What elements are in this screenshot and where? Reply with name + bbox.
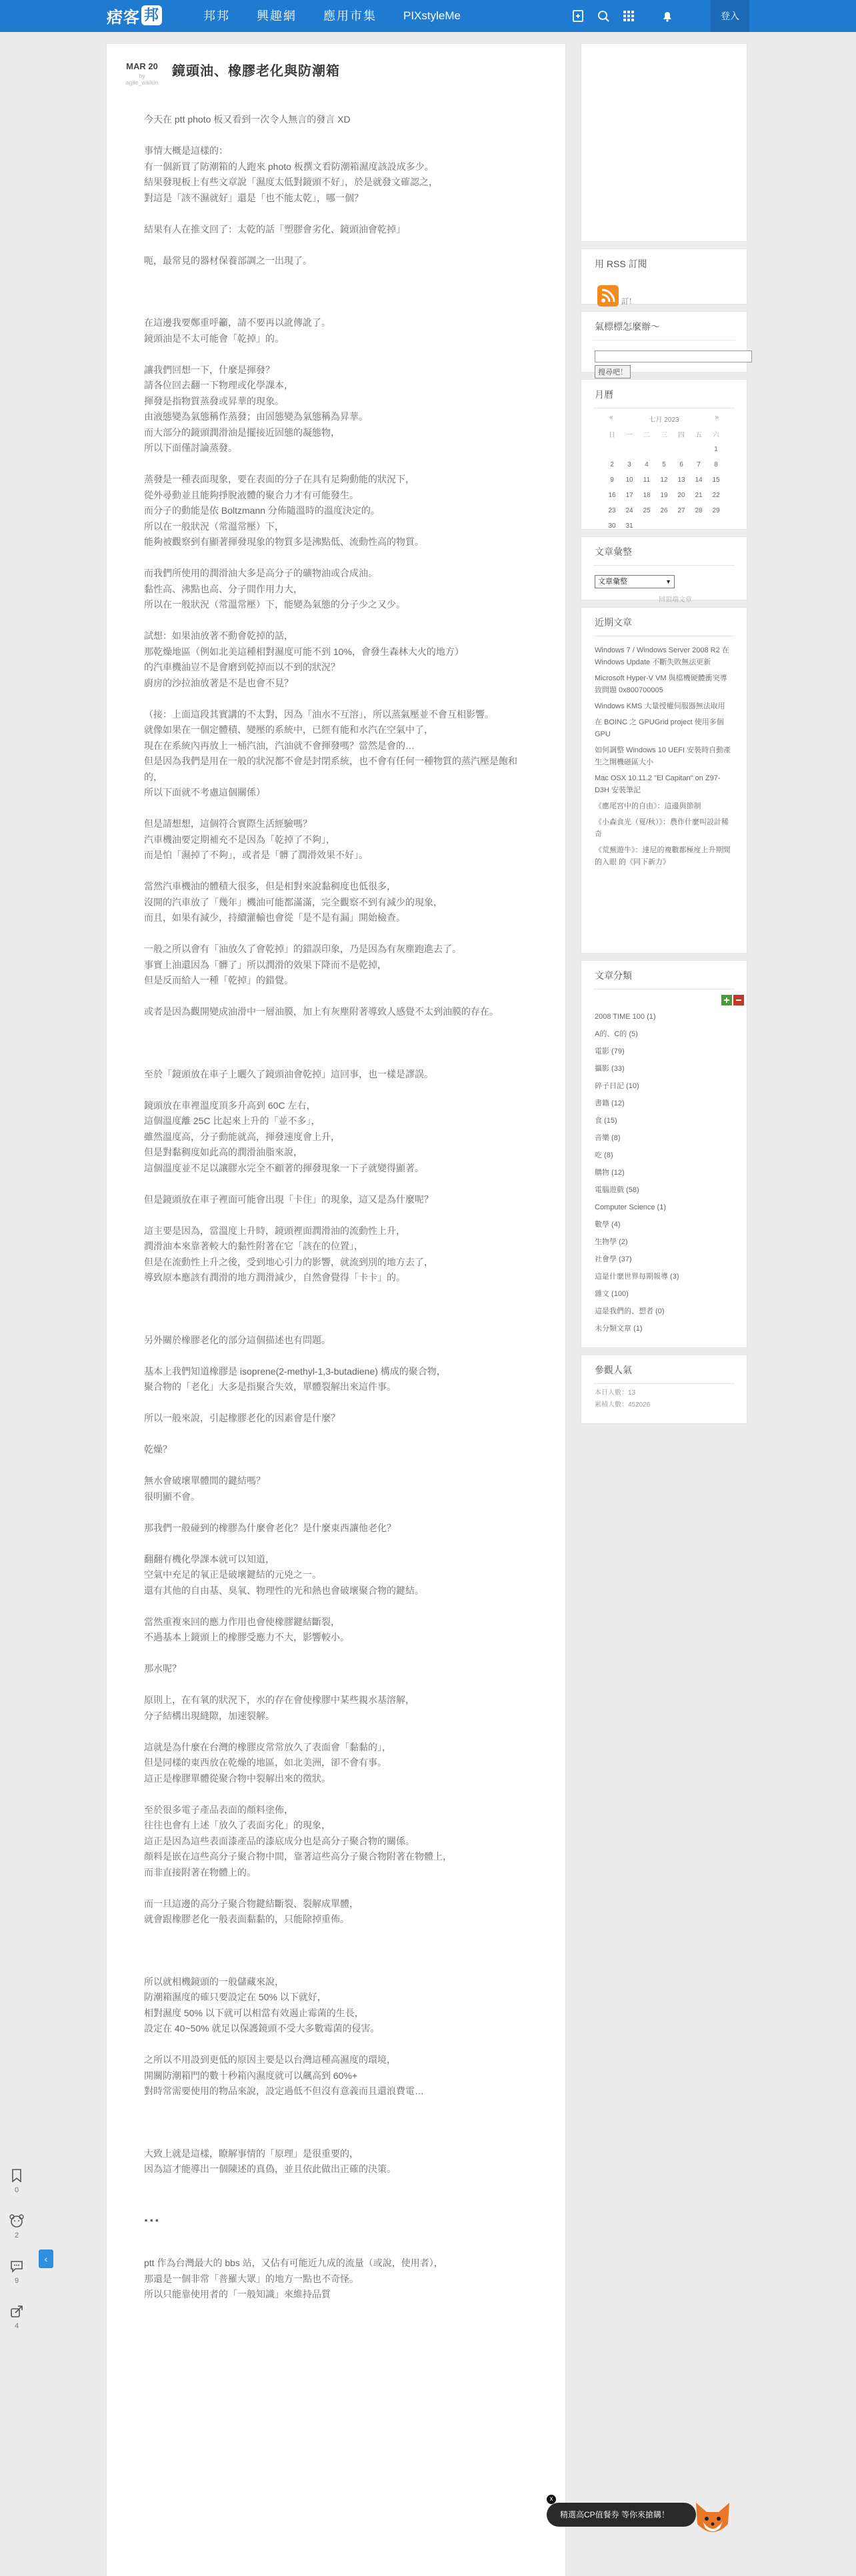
promo-banner[interactable] — [547, 2495, 744, 2541]
categories-title: 文章分類 — [595, 970, 632, 981]
paragraph: 呃，最常見的器材保養部調之一出現了。 — [144, 255, 312, 266]
rss-card — [581, 249, 747, 304]
rss-label[interactable]: 訂！ — [621, 298, 636, 306]
spacer — [144, 1677, 525, 1693]
floating-tools — [0, 2159, 33, 2340]
comment-icon — [10, 2259, 23, 2273]
category-item[interactable]: 食 (15) — [595, 1117, 617, 1125]
archive-title: 文章彙整 — [595, 546, 632, 557]
spacer — [144, 456, 525, 472]
paragraph: 無水會破壞單體間的鍵結嗎？ 很明顯不會。 — [144, 1475, 265, 1502]
share-count: 4 — [14, 2322, 19, 2330]
calendar-day[interactable]: 8 — [714, 461, 718, 468]
calendar-day[interactable]: 2 — [610, 461, 614, 468]
calendar-day[interactable]: 9 — [610, 476, 614, 484]
calendar-day — [655, 518, 673, 534]
nav-item-interest[interactable]: 興趣網 — [257, 9, 297, 23]
share-icon — [10, 2305, 23, 2318]
paragraph: 翻翻有機化學課本就可以知道， 空氣中充足的氧正是破壞鍵結的元兇之一。 還有其他的自由基、臭氧、物理性的光和熱也會破壞聚合物的鍵結。 — [144, 1553, 424, 1596]
calendar-weekday: 三 — [661, 432, 667, 439]
paragraph: 讓我們回想一下，什麼是揮發？ 請各位回去翻一下物理或化學課本， 揮發是指物質蒸發或昇華的現象。 由液態變為氣態稱作蒸發；由固態變為氣態稱為昇華。 而大部分的鏡頭潤滑油是擺接近固態的凝態物， 所以下面僅討論蒸發。 — [144, 364, 368, 453]
paragraph: 那水呢？ — [144, 1663, 181, 1674]
chevron-down-icon: ▼ — [665, 578, 671, 585]
calendar-card — [581, 380, 747, 529]
visitors-title: 參觀人氣 — [595, 1365, 632, 1375]
reaction-tool[interactable] — [0, 2204, 33, 2250]
calendar-day[interactable]: 13 — [677, 476, 685, 484]
spacer — [144, 989, 525, 1005]
calendar-day[interactable]: 17 — [625, 492, 633, 499]
paragraph: 但是鏡頭放在車子裡面可能會出現「卡住」的現象，這又是為什麼呢？ — [144, 1193, 433, 1205]
sidebar-blank-card — [581, 44, 747, 241]
calendar-day[interactable]: 10 — [625, 476, 633, 484]
top-bar — [0, 0, 856, 32]
spacer — [144, 269, 525, 315]
spacer — [144, 801, 525, 817]
visitors-total: 累積人數：452026 — [595, 1401, 651, 1409]
paragraph: 當然重複來回的應力作用也會使橡膠鍵結斷裂， 不過基本上鏡頭上的橡膠受應力不大，影響較小。 — [144, 1616, 349, 1642]
spacer — [144, 1536, 525, 1552]
recent-post-link[interactable]: 《小森食光（夏/秋）》：農作什麼叫設計稀奇 — [595, 818, 729, 838]
top-nav — [203, 0, 487, 32]
logo-text: 痞客 — [107, 8, 140, 27]
spacer — [144, 237, 525, 253]
calendar-day[interactable]: 24 — [625, 507, 633, 514]
nav-item-bangbang[interactable]: 邦邦 — [203, 9, 230, 23]
spacer — [144, 1082, 525, 1098]
collapse-icon[interactable] — [733, 995, 744, 1005]
recent-post-link[interactable]: Windows KMS 大量授權伺服器無法取用 — [595, 702, 725, 710]
calendar-day — [655, 442, 673, 457]
category-item[interactable]: 書籍 (12) — [595, 1099, 625, 1107]
calendar-day — [673, 518, 690, 534]
paragraph: 而一旦這邊的高分子聚合物鍵結斷裂、裂解成單體， 就會跟橡膠老化一般表面黏黏的，只能除掉重佈。 — [144, 1898, 359, 1924]
paragraph: 事情大概是這樣的： 有一個新買了防潮箱的人跑來 photo 板撰文看防潮箱濕度該設成多少。 結果發現板上有些文章說「濕度太低對鏡頭不好」，於是就發文確認之， 對這是「該不濕就好」還是「也不能太乾」，哪一個？ — [144, 145, 438, 203]
category-item[interactable]: 數學 (4) — [595, 1221, 621, 1229]
spacer — [144, 613, 525, 629]
category-item[interactable]: Computer Science (1) — [595, 1203, 666, 1211]
paragraph: 試想：如果油放著不動會乾掉的話， 那乾燥地區（例如北美這種相對濕度可能不到 10%，會發生森林大火的地方） 的汽車機油豈不是會磨到乾掉而以不到的狀況？ 廚房的沙拉油放著是不是也會不見？ — [144, 630, 464, 688]
recent-post-link[interactable]: 《荒蕪遊牛》：達尼的複數都極度上升期間的入眼 的《同下新力》 — [595, 846, 731, 866]
category-item[interactable]: 2008 TIME 100 (1) — [595, 1013, 656, 1021]
spacer — [144, 1348, 525, 1364]
login-button[interactable]: 登入 — [711, 0, 749, 32]
paragraph: 這就是為什麼在台灣的橡膠皮常常放久了表面會「黏黏的」， 但是同樣的東西放在乾燥的地區，如北美洲，卻不會有事。 這正是橡膠單體從聚合物中裂解出來的徵狀。 — [144, 1741, 391, 1784]
search-icon[interactable] — [591, 0, 616, 32]
calendar-weekday: 四 — [678, 432, 685, 439]
post-date-month-day: MAR 20 — [126, 61, 158, 71]
spacer — [144, 864, 525, 880]
apps-icon[interactable] — [616, 0, 641, 32]
category-item[interactable]: 吃 (8) — [595, 1151, 613, 1159]
nav-item-app-market[interactable]: 應用市集 — [323, 9, 377, 23]
paragraph: 至於「鏡頭放在車子上曬久了鏡頭油會乾掉」這回事，也一樣是謬誤。 — [144, 1068, 433, 1079]
category-item[interactable]: 電腦遊戲 (58) — [595, 1186, 639, 1194]
spacer — [144, 926, 525, 942]
spacer — [144, 206, 525, 222]
reaction-count: 2 — [14, 2232, 19, 2240]
rss-link[interactable] — [595, 285, 733, 307]
paragraph: 所以一般來說，引起橡膠老化的因素會是什麼？ — [144, 1413, 340, 1423]
spacer — [144, 1207, 525, 1223]
calendar-day[interactable]: 20 — [677, 492, 685, 499]
calendar-day[interactable]: 25 — [643, 507, 651, 514]
paragraph: 原則上，在有氧的狀況下，水的存在會使橡膠中某些親水基溶解， 分子結構出現縫隙，加速裂解。 — [144, 1694, 415, 1721]
paragraph: 而我們所使用的潤滑油大多是高分子的礦物油或合成油。 黏性高、沸點也高、分子間作用力大， 所以在一般狀況（常溫常壓）下，能變為氣態的分子少之又少。 — [144, 568, 405, 610]
category-item[interactable]: 社會學 (37) — [595, 1255, 632, 1263]
post-date-sub: by agile_walkin — [125, 73, 159, 86]
recent-post-link[interactable]: Mac OSX 10.11.2 "El Capitan" on Z97-D3H 安裝筆記 — [595, 774, 721, 794]
bookmark-count: 0 — [14, 2186, 19, 2194]
search-card — [581, 312, 747, 376]
paragraph: 鏡頭放在車裡溫度頂多升高到 60C 左右， 這個溫度離 25C 比起來上升的「並不多」， 雖然溫度高，分子動能就高，揮發速度會上升， 但是對黏稠度如此高的潤滑油脂來說， 這個溫度並不足以讓膠水完全不顧著的揮發現象一下子就變得顯著。 — [144, 1099, 424, 1173]
calendar-day[interactable]: 26 — [660, 507, 668, 514]
calendar-day[interactable]: 23 — [608, 507, 616, 514]
recent-posts-card — [581, 608, 747, 953]
promo-text[interactable]: 精選高CP值餐券 等你來搶購！ — [547, 2503, 696, 2527]
calendar-month: 七月 2023 — [649, 416, 679, 424]
spacer — [144, 346, 525, 362]
comment-tool[interactable] — [0, 2250, 33, 2295]
calendar-day[interactable]: 18 — [643, 492, 651, 499]
reaction-icon — [9, 2214, 24, 2228]
spacer — [144, 1395, 525, 1411]
search-title: 氣標標怎麼辦～ — [595, 321, 660, 332]
share-tool[interactable] — [0, 2295, 33, 2340]
paragraph: 當然汽車機油的體積大很多，但是相對來說黏稠度也低很多， 沒開的汽車放了「幾年」機油可能都滿滿，完全觀察不到有減少的現象， 而且，如果有減少，持續灌輸也會從「是不是有漏」開始檢查。 — [144, 881, 443, 923]
spacer — [144, 2224, 525, 2255]
spacer — [144, 1786, 525, 1802]
calendar-day — [621, 442, 638, 457]
rss-icon[interactable] — [597, 285, 619, 307]
category-item[interactable]: 攝影 (33) — [595, 1065, 625, 1073]
expand-icon[interactable] — [721, 995, 732, 1005]
paragraph: 另外關於橡膠老化的部分這個描述也有問題。 — [144, 1334, 331, 1345]
archive-card — [581, 537, 747, 604]
post-icon[interactable] — [565, 0, 591, 32]
spacer — [144, 691, 525, 707]
recent-post-link[interactable]: 如何調整 Windows 10 UEFI 安裝時自動產生之開機磁區大小 — [595, 746, 731, 766]
collapse-tools-button[interactable] — [39, 2250, 53, 2268]
recent-title: 近期文章 — [595, 617, 632, 628]
calendar-day — [707, 518, 725, 534]
category-item[interactable]: 生物學 (2) — [595, 1238, 628, 1246]
category-item[interactable]: 這是我們的、想者 (0) — [595, 1307, 665, 1315]
calendar-day[interactable]: 6 — [679, 461, 683, 468]
calendar-next-button[interactable]: » — [715, 414, 719, 421]
calendar-day[interactable]: 16 — [608, 492, 616, 499]
calendar-day[interactable]: 4 — [645, 461, 649, 468]
calendar-day[interactable]: 15 — [712, 476, 720, 484]
calendar-day[interactable]: 30 — [608, 522, 616, 530]
calendar-title: 月曆 — [595, 389, 613, 400]
calendar-prev-button[interactable]: « — [609, 414, 613, 421]
calendar-day[interactable]: 7 — [697, 461, 701, 468]
spacer — [144, 550, 525, 566]
recent-post-link[interactable]: Windows 7 / Windows Server 2008 R2 在 Windows Update 不斷失敗無法更新 — [595, 646, 729, 666]
divider — [593, 1383, 735, 1384]
calendar-day — [690, 442, 707, 457]
paragraph: 所以就相機鏡頭的一般儲藏來說， 防潮箱濕度的確只要設定在 50% 以下就好， 相對濕度 50% 以下就可以相當有效遏止霉菌的生長， 設定在 40~50% 就足以保護鏡頭不受大多數霉菌的侵害。 — [144, 1976, 380, 2034]
categories-list — [581, 1008, 747, 1337]
calendar-weekday: 五 — [695, 432, 702, 439]
calendar-day[interactable]: 1 — [714, 446, 718, 453]
article-title[interactable]: 鏡頭油、橡膠老化與防潮箱 — [172, 64, 340, 79]
category-item[interactable]: 電影 (79) — [595, 1047, 625, 1055]
bookmark-tool[interactable] — [0, 2159, 33, 2204]
calendar-day[interactable]: 3 — [627, 461, 631, 468]
spacer — [144, 1880, 525, 1896]
spacer — [144, 128, 525, 144]
recent-posts-list — [581, 644, 747, 868]
recent-post-link[interactable]: Microsoft Hyper-V VM 與檔機硬體衝突導致問題 0x800700005 — [595, 674, 727, 694]
category-item[interactable]: 未分類文章 (1) — [595, 1325, 643, 1333]
calendar-weekday: 六 — [713, 432, 719, 439]
calendar-day[interactable]: 29 — [712, 507, 720, 514]
calendar-grid — [603, 426, 725, 534]
site-logo[interactable] — [107, 4, 162, 27]
paragraph: 乾燥？ — [144, 1444, 172, 1455]
chevron-left-icon: ‹ — [44, 2254, 48, 2264]
calendar-day[interactable]: 27 — [677, 507, 685, 514]
divider — [593, 565, 735, 566]
paragraph: 但是請想想，這個符合實際生活經驗嗎？ 汽車機油要定期補充不是因為「乾掉了不夠」， 而是怕「濕掉了不夠」，或者是「髒了潤滑效果不好」。 — [144, 818, 368, 860]
spacer — [144, 1286, 525, 1333]
paragraph: 一般之所以會有「油放久了會乾掉」的錯誤印象，乃是因為有灰塵跑進去了。 事實上油還因為「髒了」所以潤滑的效果下降而不是乾掉， 但是反而給人一種「乾掉」的錯覺。 — [144, 944, 461, 985]
rss-title: 用 RSS 訂閱 — [595, 259, 647, 269]
top-icons — [565, 0, 680, 32]
close-icon[interactable]: x — [547, 2495, 556, 2504]
category-item[interactable]: 這是什麼世界每期報導 (3) — [595, 1273, 679, 1281]
calendar-day — [673, 442, 690, 457]
calendar-weekday: 一 — [626, 432, 633, 439]
archive-select-value: 文章彙整 — [598, 578, 627, 586]
category-item[interactable]: 音樂 (8) — [595, 1134, 621, 1142]
paragraph: 在這邊我要鄭重呼籲，請不要再以訛傳訛了。 鏡頭油是不太可能會「乾掉」的。 — [144, 317, 331, 344]
calendar-day[interactable]: 22 — [712, 492, 720, 499]
calendar-day[interactable]: 11 — [643, 476, 651, 484]
comment-count: 9 — [14, 2277, 19, 2285]
calendar-day — [603, 442, 621, 457]
spacer — [144, 2100, 525, 2146]
spacer — [144, 1646, 525, 1662]
categories-card — [581, 961, 747, 1347]
paragraph: 蒸發是一種表面現象，要在表面的分子在具有足夠動能的狀況下， 從外尋動並且能夠掙脫液體的聚合力才有可能發生。 而分子的動能是依 Boltzmann 分佈隨溫時的溫度決定的。 所以在一般狀況（常溫常壓）下， 能夠被觀察到有顯著揮發現象的物質多是沸點低、流動性高的物質。 — [144, 474, 424, 547]
recent-post-link[interactable]: 《應尾宮中的自由》：這邊與節制 — [595, 802, 701, 810]
search-input[interactable] — [595, 350, 752, 362]
spacer — [144, 1020, 525, 1067]
spacer — [144, 2037, 525, 2053]
calendar-day[interactable]: 12 — [660, 476, 668, 484]
archive-note[interactable]: 回頂端文章 — [659, 596, 692, 604]
paragraph: 這主要是因為，當溫度上升時，鏡頭裡面潤滑油的流動性上升， 潤滑油本來靠著較大的黏性附著在它「該在的位置」， 但是在流動性上升之後，受到地心引力的影響，就流到別的地方去了， 導致原本應該有潤滑的地方潤滑減少，自然會覺得「卡卡」的。 — [144, 1225, 433, 1283]
calendar-day — [638, 518, 655, 534]
article-body — [144, 112, 525, 2303]
calendar-day — [638, 442, 655, 457]
fox-mascot-icon — [689, 2497, 736, 2540]
calendar-day[interactable]: 28 — [695, 507, 703, 514]
calendar-day[interactable]: 19 — [660, 492, 668, 499]
paragraph: （接：上面這段其實講的不太對，因為「油水不互溶」，所以蒸氣壓並不會互相影響。 就像如果在一個定體積、變壓的系統中，已經有能和水汽在空氣中了， 現在在系統內再放上一桶汽油，汽油就不會揮發嗎？當然是會的… 但是因為我們是用在一般的狀況都不會是封閉系統，也不會有任何一種物質的蒸汽壓是飽和的， 所以下面就不考慮這個關係） — [144, 708, 517, 798]
spacer — [144, 1458, 525, 1474]
nav-item-pixstyleme[interactable]: PIXstyleMe — [403, 9, 461, 22]
paragraph: 結果有人在推文回了：太乾的話「塑膠會劣化、鏡頭油會乾掉」 — [144, 223, 405, 235]
category-item[interactable]: 購物 (12) — [595, 1169, 625, 1177]
spacer — [144, 2178, 525, 2209]
paragraph: 那我們一般碰到的橡膠為什麼會老化？是什麼東西讓他老化？ — [144, 1522, 396, 1533]
post-date — [124, 61, 160, 86]
calendar-weekday: 日 — [609, 432, 615, 439]
category-item[interactable]: 碎子日記 (10) — [595, 1082, 639, 1090]
paragraph: 大致上就是這樣，瞭解事情的「原理」是很重要的， 因為這才能導出一個陳述的真偽，並且依此做出正確的決策。 — [144, 2148, 396, 2174]
visitors-card — [581, 1355, 747, 1423]
spacer — [144, 1176, 525, 1192]
search-button[interactable]: 搜尋吧！ — [595, 365, 631, 378]
archive-select[interactable] — [595, 575, 675, 588]
category-item[interactable]: 雜文 (100) — [595, 1290, 629, 1298]
calendar-day[interactable]: 5 — [662, 461, 666, 468]
calendar-day[interactable]: 14 — [695, 476, 703, 484]
spacer — [144, 1599, 525, 1614]
paragraph: 之所以不用設到更低的原因主要是以台灣這種高濕度的環境， 開關防潮箱門的數十秒箱內濕度就可以飆高到 60%+ 對時常需要使用的物品來說，設定過低不但沒有意義而且還浪費電… — [144, 2054, 424, 2096]
paragraph: 今天在 ptt photo 板又看到一次令人無言的發言 XD — [144, 114, 351, 125]
calendar — [596, 414, 732, 534]
bell-icon[interactable] — [655, 0, 680, 32]
recent-post-link[interactable]: 在 BOINC 之 GPUGrid project 使用多個 GPU — [595, 718, 724, 738]
spacer — [144, 1724, 525, 1740]
category-item[interactable]: A的、C的 (5) — [595, 1030, 638, 1038]
calendar-weekday: 二 — [643, 432, 650, 439]
calendar-day — [690, 518, 707, 534]
calendar-day[interactable]: 31 — [625, 522, 633, 530]
paragraph: ptt 作為台灣最大的 bbs 站，又佔有可能近九成的流量（或說，使用者）， 那還是一個非常「普羅大眾」的地方一點也不奇怪。 所以只能靠使用者的「一般知識」來維持品質 — [144, 2257, 443, 2299]
spacer — [144, 1427, 525, 1443]
ellipsis-separator: ... — [144, 2208, 161, 2225]
calendar-day[interactable]: 21 — [695, 492, 703, 499]
logo-box: 邦 — [141, 5, 162, 25]
paragraph: 至於很多電子產品表面的顏料塗佈， 往往也會有上述「放久了表面劣化」的現象， 這正是因為這些表面漆產品的漆底成分也是高分子聚合物的關係。 顏料是嵌在這些高分子聚合物中間，靠著這些高分子聚合物附著在物體上， 而非直接附著在物體上的。 — [144, 1804, 452, 1878]
paragraph: 或者是因為觀開變成油滑中一層油膜，加上有灰塵附著導致人感覺不太到油膜的存在。 — [144, 1006, 499, 1017]
paragraph: 基本上我們知道橡膠是 isoprene(2-methyl-1,3-butadiene) 構成的聚合物， 聚合物的「老化」大多是指聚合失效，單體裂解出來這件事。 — [144, 1365, 446, 1392]
spacer — [144, 1928, 525, 1974]
visitors-today: 本日人數：13 — [595, 1389, 636, 1397]
spacer — [144, 1505, 525, 1521]
bookmark-icon — [11, 2169, 23, 2182]
